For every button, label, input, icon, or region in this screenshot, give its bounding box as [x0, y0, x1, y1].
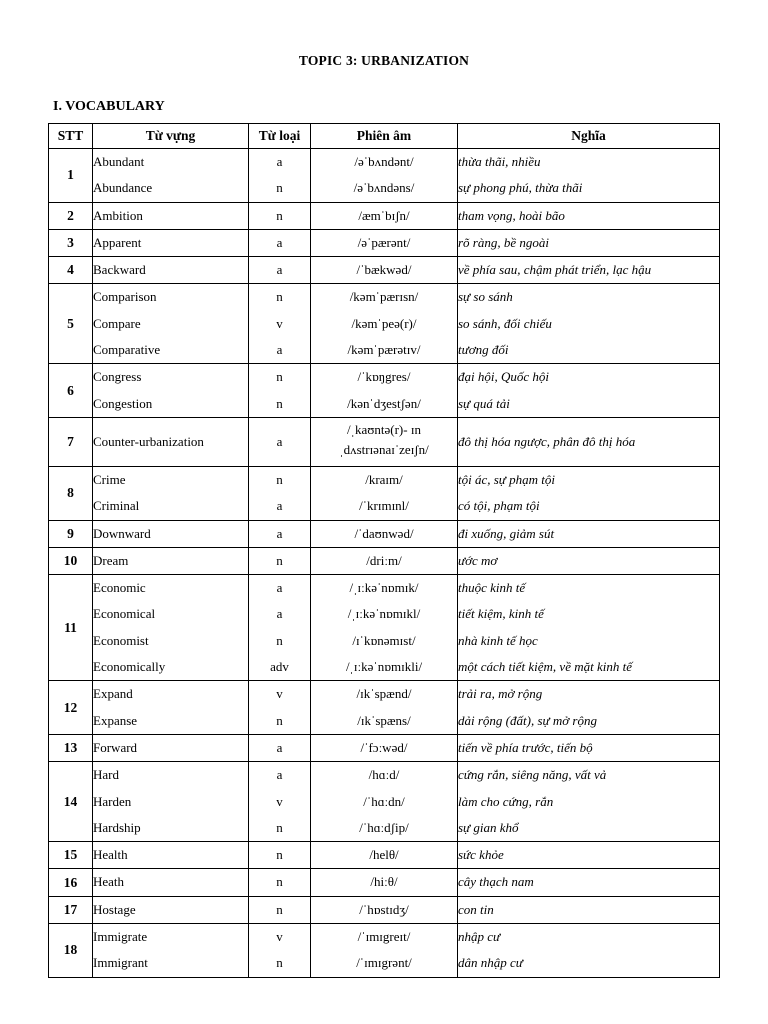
meaning: trải ra, mở rộng — [458, 686, 543, 702]
vocab-word-cell — [93, 681, 249, 735]
table-row — [49, 762, 720, 842]
vocab-word: Counter-urbanization — [93, 433, 204, 449]
meaning-cell — [458, 924, 720, 978]
pronunciation-line: ˌdʌstrɪənaɪˈzeɪʃn/ — [339, 441, 429, 457]
table-row — [49, 924, 720, 978]
meaning: tương đối — [458, 342, 509, 358]
row-number: 14 — [49, 762, 93, 842]
table-row — [49, 202, 720, 229]
meaning: sự gian khổ — [458, 819, 519, 835]
part-of-speech: n — [276, 632, 283, 648]
pronunciation: /kraɪm/ — [365, 471, 403, 487]
pronunciation: /ɪˈkɒnəmɪst/ — [352, 632, 416, 648]
table-row — [49, 681, 720, 735]
meaning: đô thị hóa ngược, phân đô thị hóa — [458, 433, 636, 449]
table-body — [49, 149, 720, 978]
part-of-speech: a — [276, 234, 283, 250]
table-row — [49, 520, 720, 547]
part-of-speech-cell — [249, 520, 311, 547]
vocab-word: Economic — [93, 580, 146, 596]
part-of-speech-cell — [249, 284, 311, 364]
vocab-word-cell — [93, 202, 249, 229]
pronunciation-cell — [311, 202, 458, 229]
row-number: 3 — [49, 229, 93, 256]
vocab-word-cell — [93, 734, 249, 761]
part-of-speech-cell — [249, 681, 311, 735]
vocab-word: Expanse — [93, 712, 138, 728]
part-of-speech: n — [276, 207, 283, 223]
pronunciation-cell — [311, 520, 458, 547]
pronunciation: /əˈbʌndənt/ — [354, 154, 414, 169]
pronunciation: /ˈfɔːwəd/ — [360, 739, 408, 755]
part-of-speech-cell — [249, 547, 311, 574]
meaning-cell — [458, 842, 720, 869]
vocab-word: Congestion — [93, 395, 153, 411]
vocab-word: Criminal — [93, 498, 140, 514]
pronunciation-cell — [311, 229, 458, 256]
vocab-word: Expand — [93, 686, 133, 702]
meaning: nhập cư — [458, 929, 501, 945]
pronunciation: /helθ/ — [369, 847, 399, 863]
meaning-cell — [458, 762, 720, 842]
vocab-word: Heath — [93, 874, 125, 890]
pronunciation: /ˈbækwəd/ — [356, 262, 412, 278]
pronunciation-cell — [311, 466, 458, 520]
meaning: thuộc kinh tế — [458, 580, 526, 596]
section-heading: I. VOCABULARY — [53, 99, 165, 114]
part-of-speech: v — [276, 686, 283, 702]
table-row — [49, 734, 720, 761]
meaning: tiến về phía trước, tiến bộ — [458, 739, 593, 755]
vocab-word-cell — [93, 896, 249, 923]
meaning: sự so sánh — [458, 289, 513, 305]
vocab-word: Comparative — [93, 342, 161, 358]
meaning-cell — [458, 364, 720, 418]
part-of-speech: adv — [270, 659, 289, 675]
pronunciation-cell — [311, 842, 458, 869]
vocab-word: Harden — [93, 793, 132, 809]
part-of-speech: n — [276, 180, 283, 196]
meaning: có tội, phạm tội — [458, 498, 540, 514]
meaning: ước mơ — [458, 552, 498, 568]
part-of-speech-cell — [249, 575, 311, 681]
meaning: dải rộng (đất), sự mở rộng — [458, 712, 597, 728]
vocab-word: Crime — [93, 471, 126, 487]
meaning: thừa thãi, nhiều — [458, 154, 541, 169]
header-pronunciation: Phiên âm — [311, 124, 458, 149]
pronunciation: /ˈkɒŋgres/ — [357, 369, 411, 385]
part-of-speech: a — [276, 154, 283, 169]
vocab-word-cell — [93, 417, 249, 466]
meaning: đi xuống, giảm sút — [458, 525, 555, 541]
meaning: đại hội, Quốc hội — [458, 369, 549, 385]
part-of-speech: n — [276, 471, 283, 487]
meaning: tham vọng, hoài bão — [458, 207, 565, 223]
pronunciation-cell — [311, 896, 458, 923]
part-of-speech-cell — [249, 364, 311, 418]
meaning-cell — [458, 284, 720, 364]
vocab-word-cell — [93, 842, 249, 869]
vocabulary-table — [48, 123, 720, 978]
vocab-word: Comparison — [93, 289, 157, 305]
meaning-cell — [458, 202, 720, 229]
pronunciation: /ˌɪːkəˈnɒmɪkli/ — [345, 659, 423, 675]
pronunciation: /ˈdaʊnwəd/ — [354, 525, 414, 541]
meaning: nhà kinh tế học — [458, 632, 538, 648]
meaning-cell — [458, 547, 720, 574]
row-number: 12 — [49, 681, 93, 735]
vocab-word-cell — [93, 547, 249, 574]
part-of-speech: v — [276, 929, 283, 945]
vocab-word: Ambition — [93, 207, 143, 223]
meaning-cell — [458, 575, 720, 681]
vocab-word: Abundant — [93, 154, 145, 169]
vocab-word: Hard — [93, 767, 119, 783]
meaning-cell — [458, 681, 720, 735]
part-of-speech-cell — [249, 417, 311, 466]
meaning: con tin — [458, 901, 494, 917]
part-of-speech: a — [276, 767, 283, 783]
meaning: dân nhập cư — [458, 955, 523, 971]
part-of-speech-cell — [249, 896, 311, 923]
vocab-word: Economical — [93, 606, 156, 622]
table-row — [49, 842, 720, 869]
pronunciation: /æmˈbɪʃn/ — [358, 207, 410, 223]
row-number: 18 — [49, 924, 93, 978]
pronunciation-cell — [311, 681, 458, 735]
pronunciation: /ˈhɑːdʃip/ — [359, 819, 409, 835]
table-row — [49, 229, 720, 256]
part-of-speech: n — [276, 712, 283, 728]
part-of-speech: a — [276, 262, 283, 278]
meaning: một cách tiết kiệm, về mặt kinh tế — [458, 659, 632, 675]
table-row — [49, 284, 720, 364]
meaning: về phía sau, chậm phát triển, lạc hậu — [458, 262, 652, 278]
vocab-word: Immigrant — [93, 955, 148, 971]
pronunciation-cell — [311, 417, 458, 466]
meaning: làm cho cứng, rắn — [458, 793, 554, 809]
meaning: sự quá tải — [458, 395, 510, 411]
part-of-speech-cell — [249, 202, 311, 229]
meaning-cell — [458, 896, 720, 923]
part-of-speech: n — [276, 847, 283, 863]
header-stt: STT — [49, 124, 93, 149]
part-of-speech: a — [276, 525, 283, 541]
table-row — [49, 466, 720, 520]
header-meaning: Nghĩa — [458, 124, 720, 149]
meaning: sức khỏe — [458, 847, 504, 863]
row-number: 7 — [49, 417, 93, 466]
row-number: 15 — [49, 842, 93, 869]
pronunciation: /əˈpærənt/ — [357, 234, 411, 250]
part-of-speech-cell — [249, 257, 311, 284]
vocab-word: Hostage — [93, 901, 136, 917]
pronunciation: /hɑːd/ — [368, 767, 400, 783]
vocab-word: Compare — [93, 315, 141, 331]
pronunciation — [311, 418, 457, 466]
meaning: tiết kiệm, kinh tế — [458, 606, 544, 622]
part-of-speech-cell — [249, 466, 311, 520]
row-number: 16 — [49, 869, 93, 896]
table-row — [49, 149, 720, 203]
vocab-word-cell — [93, 284, 249, 364]
vocab-word: Forward — [93, 739, 138, 755]
pronunciation: /ˈɪmɪgrənt/ — [356, 955, 412, 971]
document-title: TOPIC 3: URBANIZATION — [298, 53, 470, 68]
part-of-speech: n — [276, 955, 283, 971]
vocab-word-cell — [93, 520, 249, 547]
vocab-word-cell — [93, 149, 249, 203]
row-number: 1 — [49, 149, 93, 203]
pronunciation: /kəmˈpeə(r)/ — [351, 315, 417, 331]
pronunciation-cell — [311, 149, 458, 203]
row-number: 8 — [49, 466, 93, 520]
part-of-speech: n — [276, 552, 283, 568]
vocab-word-cell — [93, 762, 249, 842]
pronunciation: /hiːθ/ — [370, 874, 398, 890]
pronunciation: /driːm/ — [366, 552, 402, 568]
pronunciation: /ɪkˈspæns/ — [357, 712, 411, 728]
vocab-word: Congress — [93, 369, 142, 385]
table-row — [49, 417, 720, 466]
pronunciation-cell — [311, 924, 458, 978]
pronunciation-cell — [311, 575, 458, 681]
pronunciation-cell — [311, 734, 458, 761]
part-of-speech-cell — [249, 734, 311, 761]
part-of-speech-cell — [249, 229, 311, 256]
header-part-of-speech: Từ loại — [249, 124, 311, 149]
part-of-speech: a — [276, 498, 283, 514]
pronunciation: /kənˈdʒestʃən/ — [347, 395, 421, 411]
table-row — [49, 364, 720, 418]
part-of-speech-cell — [249, 842, 311, 869]
vocab-word: Immigrate — [93, 929, 148, 945]
row-number: 4 — [49, 257, 93, 284]
pronunciation-line: /ˌkaʊntə(r)- ɪn — [347, 421, 421, 437]
vocab-word-cell — [93, 257, 249, 284]
header-word: Từ vựng — [93, 124, 249, 149]
table-row — [49, 547, 720, 574]
part-of-speech: a — [276, 606, 283, 622]
vocab-word: Economist — [93, 632, 149, 648]
vocab-word: Backward — [93, 262, 146, 278]
part-of-speech: n — [276, 874, 283, 890]
row-number: 9 — [49, 520, 93, 547]
pronunciation-cell — [311, 547, 458, 574]
meaning-cell — [458, 149, 720, 203]
meaning: so sánh, đối chiếu — [458, 315, 552, 331]
meaning: cây thạch nam — [458, 874, 534, 890]
table-row — [49, 257, 720, 284]
part-of-speech: n — [276, 819, 283, 835]
part-of-speech: a — [276, 739, 283, 755]
part-of-speech-cell — [249, 762, 311, 842]
vocab-word: Downward — [93, 525, 151, 541]
part-of-speech: n — [276, 395, 283, 411]
vocab-word: Dream — [93, 552, 129, 568]
part-of-speech: a — [276, 580, 283, 596]
pronunciation-cell — [311, 284, 458, 364]
vocab-word-cell — [93, 229, 249, 256]
pronunciation: /ˌɪːkəˈnɒmɪkl/ — [347, 606, 421, 622]
row-number: 6 — [49, 364, 93, 418]
part-of-speech: v — [276, 793, 283, 809]
pronunciation: /ˈhɒstɪdʒ/ — [359, 901, 409, 917]
table-row — [49, 896, 720, 923]
vocab-word: Economically — [93, 659, 166, 675]
meaning-cell — [458, 417, 720, 466]
row-number: 5 — [49, 284, 93, 364]
pronunciation-cell — [311, 364, 458, 418]
table-header-row — [49, 124, 720, 149]
pronunciation-cell — [311, 257, 458, 284]
pronunciation: /ɪkˈspænd/ — [356, 686, 412, 702]
meaning-cell — [458, 734, 720, 761]
part-of-speech: a — [276, 433, 283, 449]
meaning-cell — [458, 257, 720, 284]
pronunciation-cell — [311, 762, 458, 842]
table-row — [49, 869, 720, 896]
meaning: tội ác, sự phạm tội — [458, 471, 556, 487]
meaning: rõ ràng, bề ngoài — [458, 234, 549, 250]
part-of-speech: n — [276, 369, 283, 385]
row-number: 13 — [49, 734, 93, 761]
meaning-cell — [458, 466, 720, 520]
vocab-word-cell — [93, 869, 249, 896]
meaning-cell — [458, 869, 720, 896]
vocab-word: Apparent — [93, 234, 142, 250]
pronunciation-cell — [311, 869, 458, 896]
meaning: cứng rắn, siêng năng, vất vả — [458, 767, 607, 783]
part-of-speech-cell — [249, 869, 311, 896]
pronunciation: /əˈbʌndəns/ — [353, 180, 415, 196]
pronunciation: /kəmˈpærɪsn/ — [349, 289, 419, 305]
pronunciation: /ˈhɑːdn/ — [363, 793, 405, 809]
part-of-speech: n — [276, 901, 283, 917]
meaning-cell — [458, 520, 720, 547]
pronunciation: /ˌɪːkəˈnɒmɪk/ — [349, 580, 419, 596]
part-of-speech: n — [276, 289, 283, 305]
pronunciation: /kəmˈpærətɪv/ — [347, 342, 421, 358]
meaning: sự phong phú, thừa thãi — [458, 180, 583, 196]
row-number: 11 — [49, 575, 93, 681]
table-row — [49, 575, 720, 681]
vocab-word-cell — [93, 364, 249, 418]
vocab-word-cell — [93, 466, 249, 520]
vocab-word: Health — [93, 847, 128, 863]
part-of-speech-cell — [249, 149, 311, 203]
pronunciation: /ˈɪmɪgreɪt/ — [357, 929, 411, 945]
meaning-cell — [458, 229, 720, 256]
part-of-speech: v — [276, 315, 283, 331]
vocab-word-cell — [93, 924, 249, 978]
part-of-speech: a — [276, 342, 283, 358]
row-number: 10 — [49, 547, 93, 574]
part-of-speech-cell — [249, 924, 311, 978]
vocab-word: Hardship — [93, 819, 141, 835]
row-number: 2 — [49, 202, 93, 229]
vocab-word: Abundance — [93, 180, 153, 196]
row-number: 17 — [49, 896, 93, 923]
vocab-word-cell — [93, 575, 249, 681]
pronunciation: /ˈkrɪmɪnl/ — [359, 498, 409, 514]
